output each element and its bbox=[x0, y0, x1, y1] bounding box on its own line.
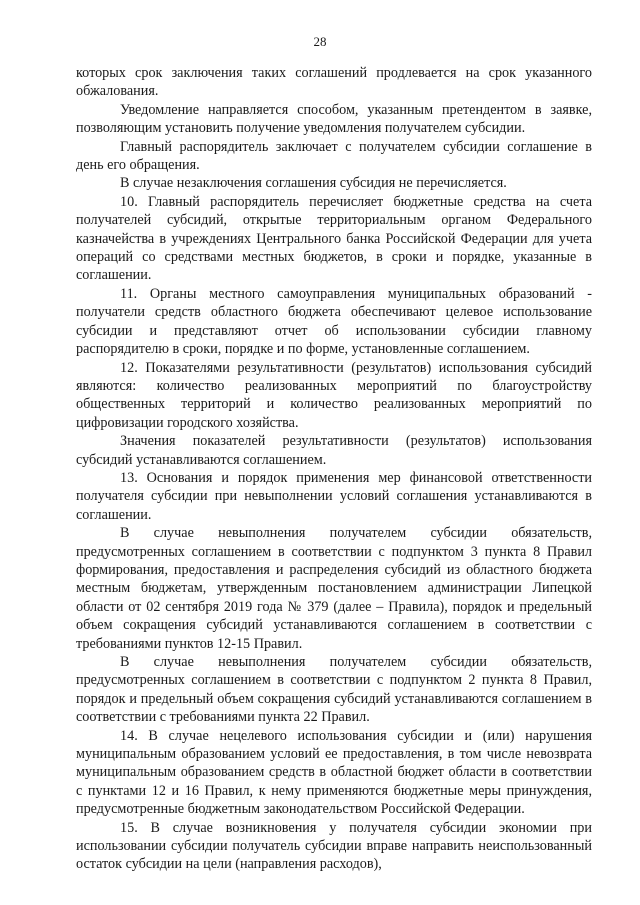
paragraph-item-15: 15. В случае возникновения у получателя субсидии экономии при использовании субсидии получатель субсидии вправе направить неиспользованный остаток субсидии на цели (направления расходов), bbox=[76, 819, 592, 873]
paragraph-failure-subpoint-3: В случае невыполнения получателем субсидии обязательств, предусмотренных соглашением в соответствии с подпунктом 3 пункта 8 Правил формирования, предоставления и распределения субсидий из областного бюджета местным бюджетам, утвержденным постановлением администрации Липецкой области от 02 сентября 2019 года № 379 (далее – Правила), порядок и предельный объем сокращения субсидий устанавливаются соглашением в соответствии с требованиями пунктов 12-15 Правил. bbox=[76, 525, 592, 652]
paragraph-notification-method: Уведомление направляется способом, указанным претендентом в заявке, позволяющим установить получение уведомления получателем субсидии. bbox=[76, 101, 592, 137]
paragraph-failure-subpoint-2: В случае невыполнения получателем субсидии обязательств, предусмотренных соглашением в соответствии с подпунктом 2 пункта 8 Правил, порядок и предельный объем сокращения субсидий устанавливаются соглашением в соответствии с требованиями пункта 22 Правил. bbox=[76, 654, 592, 726]
document-body bbox=[76, 64, 592, 874]
paragraph-item-12: 12. Показателями результативности (результатов) использования субсидий являются: количество реализованных мероприятий по благоустройству общественных территорий и количество реализованных мероприятий по цифровизации городского хозяйства. bbox=[76, 359, 592, 431]
paragraph-continuation: которых срок заключения таких соглашений продлевается на срок указанного обжалования. bbox=[76, 65, 592, 100]
paragraph-item-10: 10. Главный распорядитель перечисляет бюджетные средства на счета получателей субсидий, открытые территориальным органом Федерального казначейства в учреждениях Центрального банка Российской Федерации для учета операций со средствами местных бюджетов, в сроки и порядке, указанные в соглашении. bbox=[76, 193, 592, 284]
paragraph-indicator-values: Значения показателей результативности (результатов) использования субсидий устанавливаются соглашением. bbox=[76, 433, 592, 468]
page-number: 28 bbox=[313, 34, 327, 49]
paragraph-item-11: 11. Органы местного самоуправления муниципальных образований - получатели средств областного бюджета обеспечивают целевое использование субсидии и представляют отчет об использовании субсидии главному распорядителю в сроки, порядке и по форме, установленные соглашением. bbox=[76, 285, 592, 358]
paragraph-item-14: 14. В случае нецелевого использования субсидии и (или) нарушения муниципальным образованием условий ее предоставления, в том числе невозврата муниципальным образованием средств в областной бюджет области в соответствии с пунктами 12 и 16 Правил, к нему применяются бюджетные меры принуждения, предусмотренные бюджетным законодательством Российской Федерации. bbox=[76, 727, 592, 818]
paragraph-agreement-conclusion: Главный распорядитель заключает с получателем субсидии соглашение в день его обращения. bbox=[76, 138, 592, 174]
paragraph-no-agreement: В случае незаключения соглашения субсидия не перечисляется. bbox=[120, 175, 507, 192]
paragraph-item-13: 13. Основания и порядок применения мер финансовой ответственности получателя субсидии при невыполнении условий соглашения устанавливаются в соглашении. bbox=[76, 469, 592, 523]
